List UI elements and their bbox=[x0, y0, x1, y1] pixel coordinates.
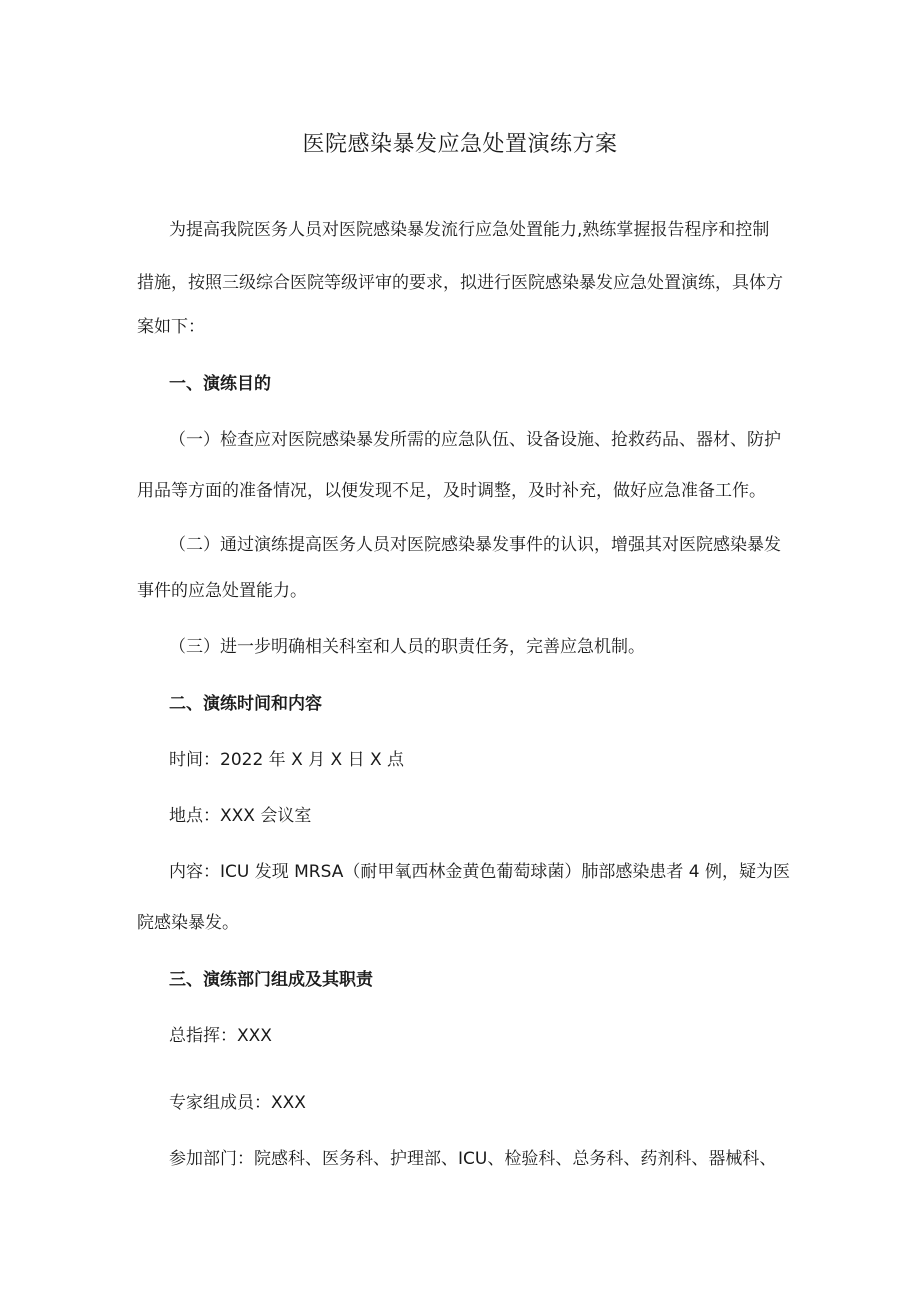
section-3-commander: 总指挥：XXX bbox=[169, 1026, 272, 1046]
document-title: 医院感染暴发应急处置演练方案 bbox=[302, 132, 618, 157]
section-3-experts: 专家组成员：XXX bbox=[169, 1093, 306, 1113]
section-3-heading: 三、演练部门组成及其职责 bbox=[169, 970, 373, 990]
section-2-place: 地点：XXX 会议室 bbox=[169, 806, 312, 826]
section-2-time: 时间：2022 年 X 月 X 日 X 点 bbox=[169, 750, 405, 770]
section-1-heading: 一、演练目的 bbox=[169, 374, 271, 394]
section-1-item-2-line-1: （二）通过演练提高医务人员对医院感染暴发事件的认识，增强其对医院感染暴发 bbox=[169, 535, 781, 555]
section-1-item-3: （三）进一步明确相关科室和人员的职责任务，完善应急机制。 bbox=[169, 637, 645, 657]
intro-line-1: 为提高我院医务人员对医院感染暴发流行应急处置能力,熟练掌握报告程序和控制 bbox=[169, 220, 770, 240]
intro-line-3: 案如下： bbox=[137, 317, 205, 337]
section-1-item-1-line-2: 用品等方面的准备情况，以便发现不足，及时调整，及时补充，做好应急准备工作。 bbox=[137, 481, 766, 501]
section-1-item-1-line-1: （一）检查应对医院感染暴发所需的应急队伍、设备设施、抢救药品、器材、防护 bbox=[169, 430, 781, 450]
section-1-item-2-line-2: 事件的应急处置能力。 bbox=[137, 581, 307, 601]
intro-line-2: 措施，按照三级综合医院等级评审的要求，拟进行医院感染暴发应急处置演练，具体方 bbox=[137, 273, 783, 293]
section-2-content-line-2: 院感染暴发。 bbox=[137, 913, 239, 933]
section-2-heading: 二、演练时间和内容 bbox=[169, 694, 322, 714]
section-3-departments: 参加部门：院感科、医务科、护理部、ICU、检验科、总务科、药剂科、器械科、 bbox=[169, 1149, 777, 1169]
section-2-content-line-1: 内容：ICU 发现 MRSA（耐甲氧西林金黄色葡萄球菌）肺部感染患者 4 例，疑为医 bbox=[169, 862, 790, 882]
